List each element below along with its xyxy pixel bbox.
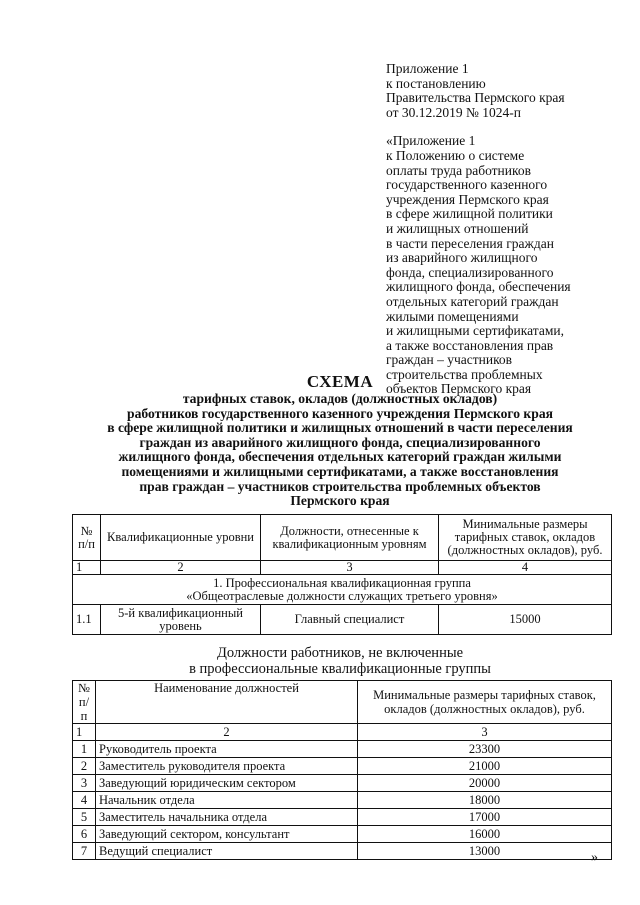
salary-value: 13000 xyxy=(358,843,612,860)
regulation-line: оплаты труда работников xyxy=(386,162,531,178)
regulation-line: и жилищными сертификатами, xyxy=(386,323,564,339)
appendix-line: Приложение 1 xyxy=(386,61,469,76)
row-number: 3 xyxy=(73,775,96,792)
table-row xyxy=(73,792,612,809)
header-cell: Минимальные размеры тарифных ставок, окладов (должностных окладов), руб. xyxy=(439,515,612,561)
row-number: 2 xyxy=(73,758,96,775)
title-line: прав граждан – участников строительства проблемных объектов xyxy=(139,478,541,494)
regulation-line: в сфере жилищной политики xyxy=(386,206,553,222)
section-subtitle xyxy=(140,646,540,677)
group-row xyxy=(73,575,612,605)
regulation-line: в части переселения граждан xyxy=(386,235,554,251)
position-name: Заместитель руководителя проекта xyxy=(96,758,358,775)
title-line: Пермского края xyxy=(290,493,390,509)
regulation-line: к Положению о системе xyxy=(386,147,525,163)
regulation-line: граждан – участников xyxy=(386,352,513,368)
position-name: Главный специалист xyxy=(261,605,439,635)
title-line: работников государственного казенного учреждения Пермского края xyxy=(127,405,553,421)
regulation-line: фонда, специализированного xyxy=(386,264,554,280)
document-title xyxy=(60,372,620,509)
regulation-line: строительства проблемных xyxy=(386,366,543,382)
column-number: 3 xyxy=(358,724,612,741)
table-header-row xyxy=(73,681,612,724)
column-number: 2 xyxy=(101,561,261,575)
qualification-level: 5-й квалификационный уровень xyxy=(101,605,261,635)
table-row xyxy=(73,826,612,843)
subtitle-line: в профессиональные квалификационные группы xyxy=(189,660,491,677)
group-subtitle: «Общеотраслевые должности служащих третьего уровня» xyxy=(186,588,498,603)
row-number: 1.1 xyxy=(73,605,101,635)
regulation-line: отдельных категорий граждан xyxy=(386,293,559,309)
regulation-line: и жилищных отношений xyxy=(386,220,529,236)
title-line: жилищного фонда, обеспечения отдельных категорий граждан жилыми xyxy=(118,449,562,465)
column-number: 1 xyxy=(73,561,101,575)
regulation-line: из аварийного жилищного xyxy=(386,250,538,266)
table-row xyxy=(73,775,612,792)
group-title: 1. Профессиональная квалификационная группа xyxy=(213,575,471,590)
regulation-line: объектов Пермского края xyxy=(386,381,532,397)
title-line: граждан из аварийного жилищного фонда, специализированного xyxy=(139,434,541,450)
header-cell: Минимальные размеры тарифных ставок, окладов (должностных окладов), руб. xyxy=(358,681,612,724)
appendix-line: к постановлению xyxy=(386,75,486,91)
row-number: 5 xyxy=(73,809,96,826)
regulation-line: «Приложение 1 xyxy=(386,133,476,149)
positions-table xyxy=(72,680,612,860)
header-cell: Должности, отнесенные к квалификационным уровням xyxy=(261,515,439,561)
salary-value: 20000 xyxy=(358,775,612,792)
row-number: 4 xyxy=(73,792,96,809)
regulation-line: учреждения Пермского края xyxy=(386,191,549,207)
qualification-table xyxy=(72,514,612,635)
header-cell: № п/п xyxy=(73,681,96,724)
column-number: 2 xyxy=(96,724,358,741)
title-line: тарифных ставок, окладов (должностных окладов) xyxy=(182,391,498,406)
regulation-line: жилыми помещениями xyxy=(386,308,519,324)
spacer xyxy=(386,120,626,134)
preamble xyxy=(386,62,626,397)
regulation-line: государственного казенного xyxy=(386,177,548,193)
title-line: в сфере жилищной политики и жилищных отношений в части переселения xyxy=(107,420,573,436)
table-row xyxy=(73,809,612,826)
subtitle-line: Должности работников, не включенные xyxy=(216,645,464,661)
column-number: 3 xyxy=(261,561,439,575)
appendix-line: Правительства Пермского края xyxy=(386,90,565,106)
appendix-line: от 30.12.2019 № 1024-п xyxy=(386,104,521,120)
regulation-line: а также восстановления прав xyxy=(386,337,554,353)
row-number: 6 xyxy=(73,826,96,843)
salary-value: 16000 xyxy=(358,826,612,843)
column-number-row xyxy=(73,724,612,741)
position-name: Начальник отдела xyxy=(96,792,358,809)
table-row xyxy=(73,758,612,775)
title-line: помещениями и жилищными сертификатами, а также восстановления xyxy=(121,463,559,479)
column-number: 4 xyxy=(439,561,612,575)
position-name: Ведущий специалист xyxy=(96,843,358,860)
salary-value: 23300 xyxy=(358,741,612,758)
row-number: 1 xyxy=(73,741,96,758)
header-cell: № п/п xyxy=(73,515,101,561)
column-number-row xyxy=(73,561,612,575)
position-name: Заведующий юридическим сектором xyxy=(96,775,358,792)
header-cell: Квалификационные уровни xyxy=(101,515,261,561)
column-number: 1 xyxy=(73,724,96,741)
table-row xyxy=(73,843,612,860)
position-name: Заведующий сектором, консультант xyxy=(96,826,358,843)
header-cell: Наименование должностей xyxy=(96,681,358,724)
table-header-row xyxy=(73,515,612,561)
closing-quote: » xyxy=(591,850,598,865)
salary-value: 17000 xyxy=(358,809,612,826)
salary-value: 15000 xyxy=(439,605,612,635)
position-name: Руководитель проекта xyxy=(96,741,358,758)
title-heading: СХЕМА xyxy=(306,372,374,391)
salary-value: 21000 xyxy=(358,758,612,775)
position-name: Заместитель начальника отдела xyxy=(96,809,358,826)
group-cell xyxy=(73,575,612,605)
salary-value: 18000 xyxy=(358,792,612,809)
regulation-line: жилищного фонда, обеспечения xyxy=(386,279,571,295)
table-row xyxy=(73,741,612,758)
table-row xyxy=(73,605,612,635)
row-number: 7 xyxy=(73,843,96,860)
